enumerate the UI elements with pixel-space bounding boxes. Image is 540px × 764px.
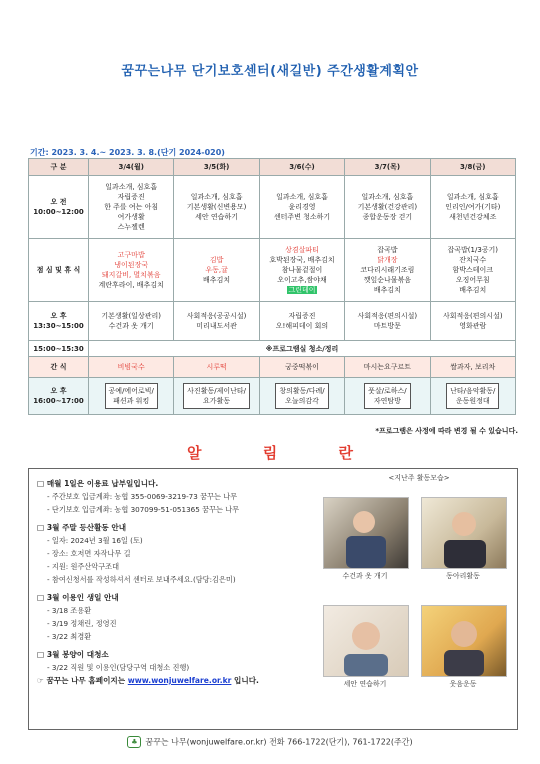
- lunch-label-cell: 점 심 및 휴 식: [29, 239, 89, 302]
- cell-line: 운동원정대: [455, 397, 490, 405]
- activity-photos: [325, 473, 513, 483]
- row-time: 10:00~12:00: [33, 208, 84, 216]
- menu-line: 계란후라이, 배추김치: [98, 281, 164, 289]
- row-label: 오 후: [50, 312, 67, 320]
- photo-label: 동아리활동: [446, 572, 480, 580]
- menu-line: 오징어무침: [455, 276, 490, 284]
- header-cell: 3/5(화): [174, 159, 259, 176]
- notice-line: - 3/22 최경환: [47, 632, 92, 641]
- cleaning-text: ※프로그램실 청소/정리: [89, 341, 516, 357]
- menu-line: 오이고추,쌈야채: [277, 276, 327, 284]
- snack-label: 간 식: [29, 357, 89, 378]
- homepage-suffix: 입니다.: [234, 676, 259, 685]
- morning-cell: [174, 176, 259, 239]
- menu-line: 우동,귤: [205, 266, 228, 274]
- menu-line: 깻잎순나물볶음: [363, 276, 412, 284]
- homepage-link[interactable]: www.wonjuwelfare.or.kr: [127, 676, 232, 685]
- notice-line: - 3/22 직원 및 이용인(담당구역 대청소 진행): [47, 663, 190, 672]
- afternoon-cell: [89, 302, 174, 341]
- morning-cell: [345, 176, 430, 239]
- menu-line: 고구마밥: [117, 251, 145, 259]
- photo-face-washing: [323, 605, 409, 677]
- lunch-cell: [345, 239, 430, 302]
- row-time: 16:00~17:00: [33, 397, 84, 405]
- header-cell: 3/4(월): [89, 159, 174, 176]
- header-cell: 3/7(목): [345, 159, 430, 176]
- cell-line: 패션과 워킹: [113, 397, 150, 405]
- cell-line: 종합운동장 걷기: [362, 213, 413, 221]
- cell-line: 영화관람: [459, 322, 487, 330]
- afternoon-cell: [430, 302, 515, 341]
- cell-line: 공예/에어로빅/: [108, 387, 154, 395]
- cell-line: 윤리경영: [288, 203, 316, 211]
- morning-label-cell: [29, 176, 89, 239]
- menu-line: 참나물겉절이: [281, 266, 323, 274]
- late-afternoon-row: [29, 378, 516, 415]
- cell-line: 세안 연습하기: [195, 213, 238, 221]
- cell-line: 일과소개, 심호흡: [446, 193, 499, 201]
- morning-cell: [430, 176, 515, 239]
- homepage-line: [37, 674, 327, 687]
- afternoon-cell: [174, 302, 259, 341]
- late-cell: [430, 378, 515, 415]
- row-label: 오 전: [50, 198, 67, 206]
- cell-line: 스누젤렌: [117, 223, 145, 231]
- person-figure-icon: [324, 498, 408, 568]
- cell-line: 일과소개, 심호흡: [361, 193, 414, 201]
- lunch-cell: [259, 239, 344, 302]
- notice-line: - 장소: 호저면 자작나무 길: [47, 549, 131, 558]
- cell-line: 오늘의감각: [285, 397, 319, 405]
- cell-line: 사진활동/제이난타/: [187, 387, 246, 395]
- header-cell: 3/8(금): [430, 159, 515, 176]
- afternoon-cell: [259, 302, 344, 341]
- menu-line: 잡곡밥(1/3공기): [447, 246, 499, 254]
- menu-line: 냉이된장국: [114, 261, 149, 269]
- cell-line: 사회적응(편의시설): [357, 312, 418, 320]
- menu-line: 코다리시래기조림: [360, 266, 415, 274]
- menu-line: 함박스테이크: [452, 266, 494, 274]
- row-time: 13:30~15:00: [33, 322, 84, 330]
- cell-line: 풋살/로하스/: [368, 387, 407, 395]
- cell-line: 사회적응(편의시설): [443, 312, 503, 320]
- cell-line: 창의활동/다례/: [279, 387, 325, 395]
- photo-towel-folding: [323, 497, 409, 569]
- cell-line: 기본생활(신변용모): [186, 203, 247, 211]
- person-figure-icon: [422, 498, 506, 568]
- cell-line: 일과소개, 심호흡: [276, 193, 328, 201]
- menu-line: 닭개장: [377, 256, 398, 264]
- notice-line: - 3/18 조용환: [47, 606, 92, 615]
- cell-line: 자립증진: [288, 312, 316, 320]
- green-day-badge: 그린데이: [288, 286, 316, 294]
- notice-box: [28, 468, 518, 730]
- notice-line: - 주간보호 입금계좌: 농협 355-0069-3219-73 꿈꾸는 나무: [47, 492, 238, 501]
- notice-line: - 지원: 원주산악구조대: [47, 562, 120, 571]
- menu-line: 김밥: [209, 256, 224, 264]
- menu-line: 상겸살파티: [285, 246, 319, 254]
- snack-cell: 시루떡: [174, 357, 259, 378]
- snack-row: [29, 357, 516, 378]
- morning-cell: [89, 176, 174, 239]
- cell-line: 새천년건강체조: [449, 213, 497, 221]
- row-label: 오 후: [50, 387, 67, 395]
- cell-line: 사회적응(공공시설): [186, 312, 247, 320]
- header-cell: 3/6(수): [259, 159, 344, 176]
- cell-line: 센터주변 청소하기: [273, 213, 331, 221]
- lunch-cell: [430, 239, 515, 302]
- photo-laughter-exercise: [421, 605, 507, 677]
- lunch-cell: [174, 239, 259, 302]
- late-cell: [89, 378, 174, 415]
- menu-line: 잔치국수: [459, 256, 487, 264]
- header-cell: 구 분: [29, 159, 89, 176]
- photo-label: 웃음운동: [449, 680, 477, 688]
- cell-line: 자연탐방: [373, 397, 401, 405]
- snack-cell: 궁중떡볶이: [259, 357, 344, 378]
- cell-line: 기본생활(건강관리): [357, 203, 418, 211]
- cell-line: 자립증진: [117, 193, 145, 201]
- late-cell: [174, 378, 259, 415]
- change-note: *프로그램은 사정에 따라 변경 될 수 있습니다.: [375, 427, 518, 435]
- morning-row: [29, 176, 516, 239]
- menu-line: 돼지갈비, 멸치볶음: [101, 271, 161, 279]
- photos-caption: <지난주 활동모습>: [388, 474, 450, 482]
- footer-text: 꿈꾸는 나무(wonjuwelfare.or.kr) 전화 766-1722(단기), 761-1722(주간): [145, 737, 413, 747]
- notice-line: - 단기보호 입금계좌: 농협 307099-51-051365 꿈꾸는 나무: [47, 505, 240, 514]
- footer: [0, 736, 540, 748]
- activity-box: [105, 383, 158, 409]
- notice-heading: □ 매월 1일은 이용료 납부일입니다.: [37, 479, 159, 488]
- afternoon-row: [29, 302, 516, 341]
- notice-line: - 3/19 정채린, 정영진: [47, 619, 117, 628]
- homepage-prefix: ☞ 꿈꾸는 나무 홈페이지는: [37, 676, 126, 685]
- notice-line: - 참여신청서를 작성하셔서 센터로 보내주세요.(담당:김은미): [47, 575, 236, 584]
- morning-cell: [259, 176, 344, 239]
- activity-box: [364, 383, 411, 409]
- menu-line: 호박된장국, 배추김치: [269, 256, 335, 264]
- notice-title: 알 림 란: [187, 444, 381, 462]
- cell-line: 인리인/여가(기타): [445, 203, 501, 211]
- menu-line: 잡곡밥: [377, 246, 398, 254]
- snack-cell: 비빔국수: [89, 357, 174, 378]
- late-cell: [259, 378, 344, 415]
- cell-line: 일과소개, 심호흡: [105, 183, 158, 191]
- photo-label: 세안 연습하기: [343, 680, 387, 688]
- cell-line: 기본생활(일상관리): [101, 312, 161, 320]
- person-figure-icon: [324, 606, 408, 676]
- cell-line: 수건과 옷 개기: [108, 322, 154, 330]
- cell-line: 오!해피데이 회의: [275, 322, 329, 330]
- menu-line: 배추김치: [373, 286, 401, 294]
- late-label-cell: [29, 378, 89, 415]
- cell-line: 난타/음악활동/: [450, 387, 496, 395]
- cleaning-time: 15:00~15:30: [29, 341, 89, 357]
- photo-club-activity: [421, 497, 507, 569]
- cleaning-row: [29, 341, 516, 357]
- cell-line: 한 주를 여는 아침: [104, 203, 159, 211]
- snack-cell: 마시는요구르트: [345, 357, 430, 378]
- snack-cell: 쌀과자, 보리차: [430, 357, 515, 378]
- notice-heading: □ 3월 이용인 생일 안내: [37, 593, 119, 602]
- schedule-period: 기간: 2023. 3. 4.~ 2023. 3. 8.(단기 2024-020): [30, 148, 225, 157]
- afternoon-label-cell: [29, 302, 89, 341]
- menu-line: 배추김치: [459, 286, 487, 294]
- menu-line: 배추김치: [203, 276, 231, 284]
- lunch-cell: [89, 239, 174, 302]
- late-cell: [345, 378, 430, 415]
- cell-line: 일과소개, 심호흡: [190, 193, 243, 201]
- cell-line: 요가활동: [203, 397, 231, 405]
- lunch-row: [29, 239, 516, 302]
- tree-logo-icon: ♣: [127, 736, 141, 748]
- cell-line: 미리내도서관: [196, 322, 237, 330]
- notice-heading: □ 3월 봉양이 대청소: [37, 650, 109, 659]
- photo-label: 수건과 옷 개기: [342, 572, 388, 580]
- activity-box: [183, 383, 250, 409]
- notice-list: [37, 477, 327, 687]
- notice-line: - 일자: 2024년 3월 16일 (토): [47, 536, 143, 545]
- weekly-schedule-table: [28, 158, 516, 415]
- activity-box: [446, 383, 499, 409]
- person-figure-icon: [422, 606, 506, 676]
- cell-line: 여가생활: [117, 213, 145, 221]
- activity-box: [275, 383, 328, 409]
- afternoon-cell: [345, 302, 430, 341]
- page-title: 꿈꾸는나무 단기보호센터(새길반) 주간생활계획안: [121, 64, 419, 79]
- table-header-row: [29, 159, 516, 176]
- notice-heading: □ 3월 주말 등산활동 안내: [37, 523, 127, 532]
- cell-line: 마트방문: [373, 322, 401, 330]
